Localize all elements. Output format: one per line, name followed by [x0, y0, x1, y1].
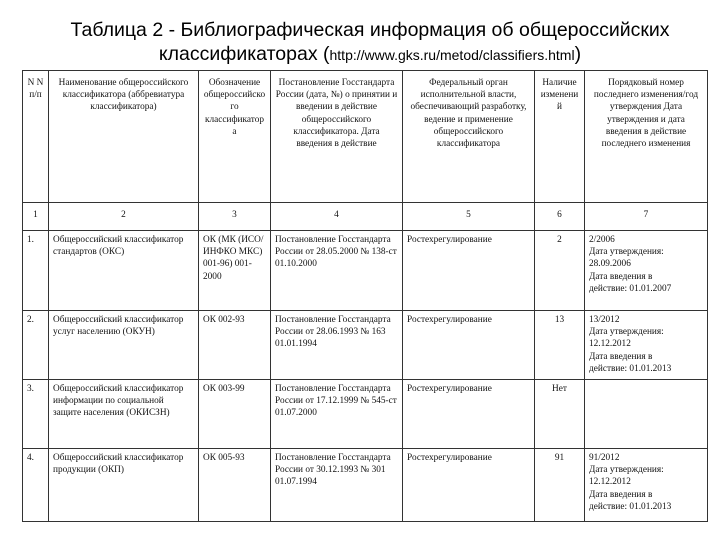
header-cell-code: Обозначение общероссийского классификатора [199, 71, 271, 203]
table-row [23, 449, 708, 522]
row-number: 1. [23, 231, 49, 311]
authority: Ростехрегулирование [403, 449, 535, 522]
resolution: Постановление Госстандарта России от 28.06.1993 № 163 01.01.1994 [271, 311, 403, 380]
changes-count: 2 [535, 231, 585, 311]
table-row [23, 231, 708, 311]
row-number: 4. [23, 449, 49, 522]
table-header-row [23, 71, 708, 203]
resolution: Постановление Госстандарта России от 28.05.2000 № 138-ст 01.10.2000 [271, 231, 403, 311]
last-change-line: 12.12.2012 [589, 477, 631, 488]
classifier-code: ОК 002-93 [199, 311, 271, 380]
classifier-name: Общероссийский классификатор услуг населению (ОКУН) [49, 311, 199, 380]
last-change [585, 380, 708, 449]
column-numbers-row [23, 203, 708, 231]
classifiers-table [22, 70, 708, 522]
last-change [585, 449, 708, 522]
classifier-name: Общероссийский классификатор стандартов (ОКС) [49, 231, 199, 311]
last-change [585, 231, 708, 311]
header-cell-changes: Наличие изменений [535, 71, 585, 203]
authority: Ростехрегулирование [403, 311, 535, 380]
last-change-line: 13/2012 [589, 315, 620, 325]
header-cell-number: N N п/п [23, 71, 49, 203]
page-title [40, 18, 700, 67]
classifier-name: Общероссийский классификатор продукции (ОКП) [49, 449, 199, 522]
last-change-line: Дата утверждения: [589, 465, 664, 476]
column-number: 3 [199, 203, 271, 231]
last-change-line: Дата введения в [589, 351, 653, 362]
column-number: 1 [23, 203, 49, 231]
resolution: Постановление Госстандарта России от 17.12.1999 № 545-ст 01.07.2000 [271, 380, 403, 449]
title-url: http://www.gks.ru/metod/classifiers.html [329, 47, 575, 63]
column-number: 7 [585, 203, 708, 231]
authority: Ростехрегулирование [403, 380, 535, 449]
last-change-line: Дата введения в [589, 489, 653, 500]
classifier-name: Общероссийский классификатор информации по социальной защите населения (ОКИСЗН) [49, 380, 199, 449]
column-number: 6 [535, 203, 585, 231]
last-change-line: действие: 01.01.2013 [589, 501, 672, 512]
row-number: 2. [23, 311, 49, 380]
last-change [585, 311, 708, 380]
column-number: 4 [271, 203, 403, 231]
last-change-line: Дата утверждения: [589, 327, 664, 338]
classifier-code: ОК (МК (ИСО/ ИНФКО МКС) 001-96) 001-2000 [199, 231, 271, 311]
title-close-paren: ) [574, 43, 582, 65]
table-row [23, 311, 708, 380]
last-change-line: Дата введения в [589, 271, 653, 282]
resolution: Постановление Госстандарта России от 30.12.1993 № 301 01.07.1994 [271, 449, 403, 522]
classifier-code: ОК 003-99 [199, 380, 271, 449]
row-number: 3. [23, 380, 49, 449]
last-change-line: действие: 01.01.2007 [589, 283, 672, 294]
table-row [23, 380, 708, 449]
column-number: 2 [49, 203, 199, 231]
last-change-line: 2/2006 [589, 235, 615, 245]
authority: Ростехрегулирование [403, 231, 535, 311]
classifier-code: ОК 005-93 [199, 449, 271, 522]
title-text: Таблица 2 - Библиографическая информация об общероссийских классификаторах ( [70, 19, 670, 65]
header-cell-resolution: Постановление Госстандарта России (дата, №) о принятии и введении в действие общероссийского классификатора. Дата введения в действие [271, 71, 403, 203]
last-change-line: 28.09.2006 [589, 259, 631, 270]
last-change-line: 91/2012 [589, 453, 620, 463]
header-cell-last-change: Порядковый номер последнего изменения/год утверждения Дата утверждения и дата введения в действие последнего изменения [585, 71, 708, 203]
last-change-line: действие: 01.01.2013 [589, 363, 672, 374]
changes-count: 13 [535, 311, 585, 380]
column-number: 5 [403, 203, 535, 231]
changes-count: 91 [535, 449, 585, 522]
changes-count: Нет [535, 380, 585, 449]
last-change-line: 12.12.2012 [589, 339, 631, 350]
header-cell-authority: Федеральный орган исполнительной власти, обеспечивающий разработку, ведение и применение общероссийского классификатора [403, 71, 535, 203]
last-change-line: Дата утверждения: [589, 247, 664, 258]
header-cell-name: Наименование общероссийского классификатора (аббревиатура классификатора) [49, 71, 199, 203]
